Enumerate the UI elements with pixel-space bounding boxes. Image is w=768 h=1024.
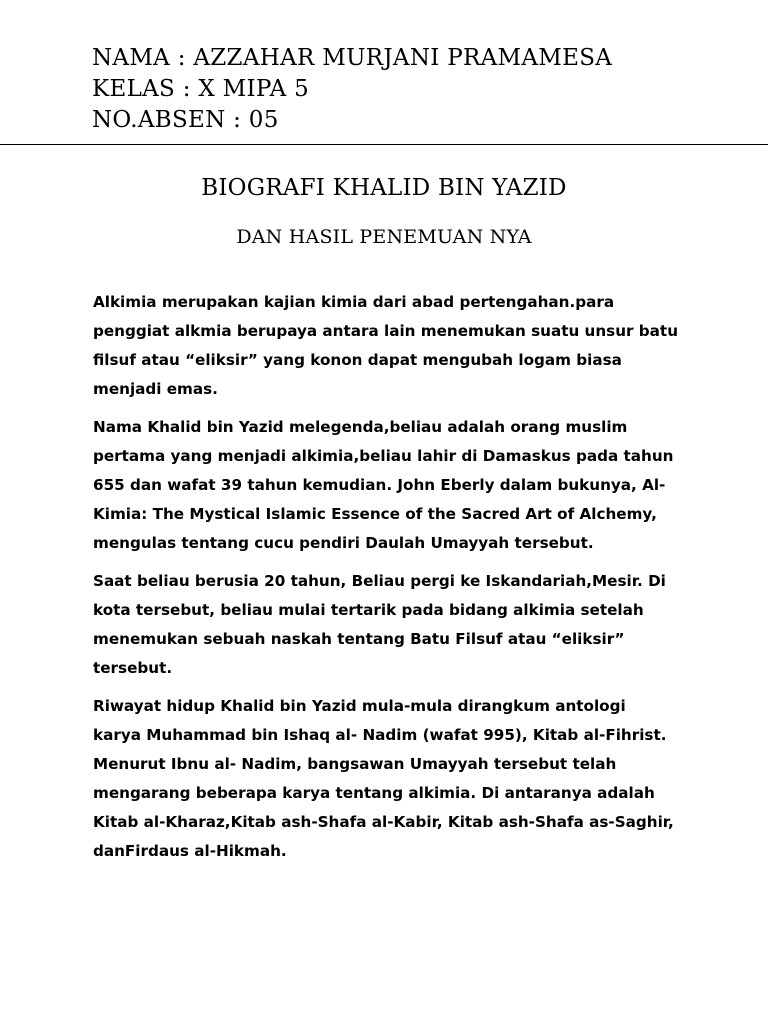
paragraph-line: penggiat alkmia berupaya antara lain menemukan suatu unsur batu bbox=[93, 322, 679, 340]
paragraph-line: mengulas tentang cucu pendiri Daulah Umayyah tersebut. bbox=[93, 534, 594, 552]
paragraph-line: Nama Khalid bin Yazid melegenda,beliau adalah orang muslim bbox=[93, 418, 628, 436]
student-class: KELAS : X MIPA 5 bbox=[92, 76, 310, 102]
student-name: NAMA : AZZAHAR MURJANI PRAMAMESA bbox=[92, 45, 613, 71]
paragraph-line: Menurut Ibnu al- Nadim, bangsawan Umayyah tersebut telah bbox=[93, 755, 617, 773]
paragraph-line: danFirdaus al-Hikmah. bbox=[93, 842, 287, 860]
paragraph-line: menemukan sebuah naskah tentang Batu Filsuf atau “eliksir” bbox=[93, 630, 625, 648]
paragraph-line: Kimia: The Mystical Islamic Essence of the Sacred Art of Alchemy, bbox=[93, 505, 657, 523]
student-number: NO.ABSEN : 05 bbox=[92, 107, 279, 133]
paragraph-line: 655 dan wafat 39 tahun kemudian. John Eberly dalam bukunya, Al- bbox=[93, 476, 666, 494]
paragraph-intro bbox=[93, 288, 693, 404]
paragraph-line: menjadi emas. bbox=[93, 380, 218, 398]
header-divider bbox=[0, 144, 768, 145]
paragraph-khalid bbox=[93, 413, 693, 558]
paragraph-line: Saat beliau berusia 20 tahun, Beliau pergi ke Iskandariah,Mesir. Di bbox=[93, 572, 666, 590]
page-title: BIOGRAFI KHALID BIN YAZID bbox=[201, 175, 567, 201]
paragraph-line: Kitab al-Kharaz,Kitab ash-Shafa al-Kabir, Kitab ash-Shafa as-Saghir, bbox=[93, 813, 674, 831]
page-subtitle: DAN HASIL PENEMUAN NYA bbox=[236, 226, 532, 248]
student-header bbox=[92, 43, 732, 136]
paragraph-line: karya Muhammad bin Ishaq al- Nadim (wafat 995), Kitab al-Fihrist. bbox=[93, 726, 667, 744]
paragraph-riwayat bbox=[93, 692, 693, 866]
paragraph-line: kota tersebut, beliau mulai tertarik pada bidang alkimia setelah bbox=[93, 601, 644, 619]
paragraph-line: Riwayat hidup Khalid bin Yazid mula-mula dirangkum antologi bbox=[93, 697, 626, 715]
paragraph-line: Alkimia merupakan kajian kimia dari abad pertengahan.para bbox=[93, 293, 615, 311]
paragraph-iskandariah bbox=[93, 567, 693, 683]
document-body bbox=[93, 288, 693, 875]
paragraph-line: filsuf atau “eliksir” yang konon dapat mengubah logam biasa bbox=[93, 351, 622, 369]
paragraph-line: pertama yang menjadi alkimia,beliau lahir di Damaskus pada tahun bbox=[93, 447, 674, 465]
paragraph-line: mengarang beberapa karya tentang alkimia. Di antaranya adalah bbox=[93, 784, 655, 802]
paragraph-line: tersebut. bbox=[93, 659, 173, 677]
